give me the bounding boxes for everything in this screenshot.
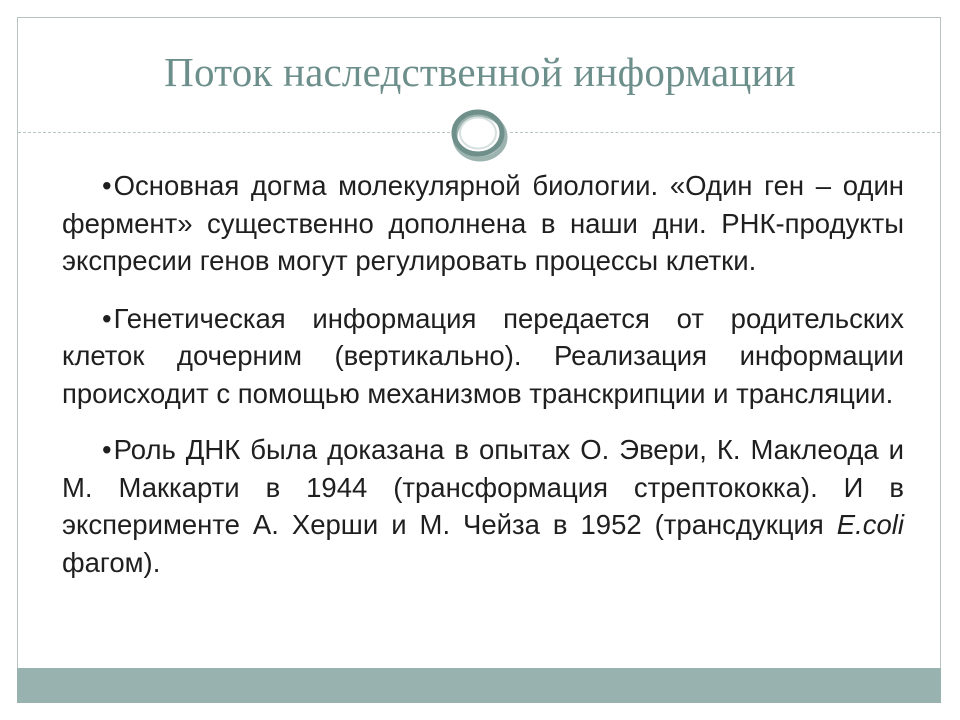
- bullet-marker: •: [102, 434, 112, 465]
- bullet-marker: •: [102, 170, 112, 201]
- slide-title: Поток наследственной информации: [164, 49, 796, 95]
- title-divider-right: [510, 132, 940, 133]
- bullet-paragraph: [62, 431, 904, 581]
- organism-name: E.coli: [836, 509, 904, 540]
- circle-ring-icon: [446, 104, 512, 164]
- title-divider-left: [18, 132, 450, 133]
- paragraph-text: Роль ДНК была доказана в опытах О. Эвери, К. Маклеода и М. Маккарти в 1944 (трансформация стрептококка). И в эксперименте А. Херши и М. Чейза в 1952 (трансдукция: [62, 434, 904, 540]
- footer-bar: [17, 668, 941, 703]
- paragraph-text: Генетическая информация передается от родительских клеток дочерним (вертикально). Реализация информации происходит с помощью механизмов транскрипции и трансляции.: [62, 302, 904, 409]
- slide-body: [62, 167, 904, 599]
- bullet-marker: •: [102, 302, 112, 334]
- paragraph-text-end: фагом).: [62, 546, 161, 578]
- paragraph-text: Основная догма молекулярной биологии. «Один ген – один фермент» существенно дополнена в наши дни. РНК-продукты экспресии генов могут регулировать процессы клетки.: [62, 170, 904, 276]
- bullet-paragraph: [62, 300, 904, 413]
- bullet-paragraph: [62, 167, 904, 280]
